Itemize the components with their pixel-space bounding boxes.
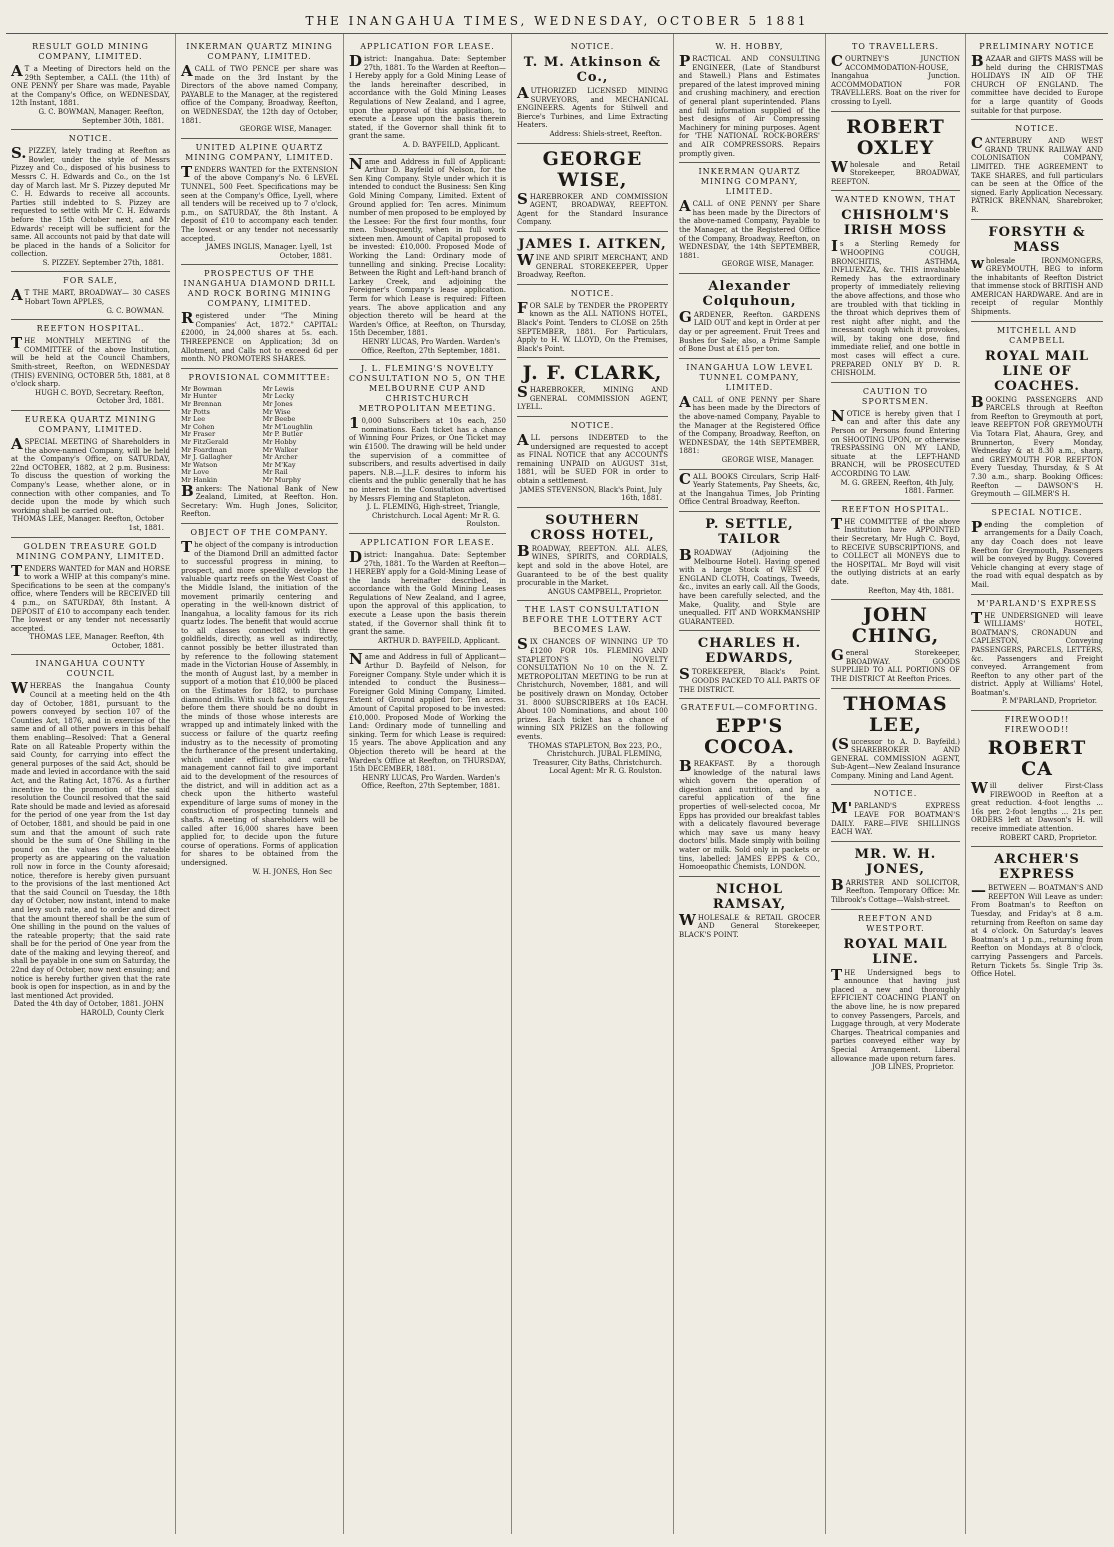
ad-heading: UNITED ALPINE QUARTZ MINING COMPANY, LIMITED. <box>185 142 334 162</box>
ad-heading: NOTICE. <box>570 42 615 51</box>
ad-title: CHARLES H. EDWARDS, <box>697 636 802 667</box>
ad-signature: J. L. FLEMING, High-street, Triangle, Christchurch. Local Agent: Mr R. G. Roulston. <box>366 503 500 529</box>
ad-body: Bankers: The National Bank of New Zealand, Limited, at Reefton. Hon. Secretary: Wm. Hugh Jones, Solicitor, Reefton. <box>181 481 338 519</box>
list-item: Mr Lecky <box>262 392 295 401</box>
advertisement <box>349 534 506 651</box>
list-item: Mr P. Butler <box>262 430 303 439</box>
ad-title: GEORGE WISE, <box>542 147 643 191</box>
ad-heading: FIREWOOD!! FIREWOOD!! <box>1004 715 1070 735</box>
advertisement <box>831 38 960 112</box>
ad-body: (Successor to A. D. Bayfeild.) SHAREBROKER AND GENERAL COMMISSION AGENT, Sub-Agent—New Zealand Insurance Company. Mining and Land Agent. <box>831 734 960 780</box>
ad-body: TENDERS WANTED for the EXTENSION of the above Company's No. 6 LEVEL TUNNEL, 500 Feet. Specifications may be seen at the Company's Office, Lyell, where all tenders will be received up to 7 o'clock, p.m., on SATURDAY, the 8th Instant. A deposit of £10 to accompany each tender. The lowest or any tender not necessarily accepted. <box>181 162 338 243</box>
ad-title: J. F. CLARK, <box>522 362 663 385</box>
ad-heading: WANTED KNOWN, THAT <box>834 195 957 205</box>
list-item: Mr J. Gallagher <box>181 453 233 462</box>
list-item: Mr Walker <box>262 445 298 454</box>
ad-heading: PROVISIONAL COMMITTEE: <box>188 372 331 382</box>
list-item: Mr Watson <box>181 460 218 469</box>
ad-body: BARRISTER AND SOLICITOR, Reefton. Temporary Office: Mr. Tilbrook's Cottage—Walsh-street. <box>831 875 960 905</box>
advertisement <box>517 508 668 602</box>
ad-signature: ROBERT CARD, Proprietor. <box>999 833 1097 842</box>
column-5 <box>674 34 826 1534</box>
advertisement <box>679 877 820 944</box>
ad-signature: A. D. BAYFEILD, Applicant. <box>402 140 500 149</box>
advertisement <box>831 600 960 688</box>
list-item: Mr Fraser <box>181 430 216 439</box>
advertisement <box>349 360 506 534</box>
list-item: Mr Lee <box>181 415 206 424</box>
columns <box>6 34 1108 1534</box>
advertisement <box>679 163 820 274</box>
ad-body: SHAREBROKER AND COMMISSION AGENT, BROADWAY, REEFTON. Agent for the Standard Insurance Company. <box>517 189 668 227</box>
ad-heading: NOTICE. <box>1015 124 1059 134</box>
ad-heading: NOTICE. <box>68 134 113 144</box>
ad-heading: PROSPECTUS OF THE INANGAHUA DIAMOND DRILL AND ROCK BORING MINING COMPANY, LIMITED. <box>183 269 336 309</box>
ad-body: SHAREBROKER, MINING AND GENERAL COMMISSION AGENT, LYELL. <box>517 383 668 412</box>
advertisement <box>11 538 170 656</box>
list-item: Mr Hunter <box>181 392 217 401</box>
ad-body: The object of the company is introduction of the Diamond Drill an admitted factor to successful progress in mining, to prospect, and more speedily develop the valuable quartz reefs on the West Coast of the Middle Island, the initiation of the movement primarily centering and operating in the well-known district of Inangahua, a locality famous for its rich quartz lodes. The benefit that would accrue to all classes connected with three goldfields, directly, as well as indirectly, cannot possibly be better illustrated than by reference to the following statement made in the Victorian House of Assembly, in the month of August last, by a member in support of a motion that £10,000 be placed on the Estimates for 1882, to purchase diamond drills. With such facts and figures before them there should be no doubt in the minds of those whose interests are wrapped up and intimately linked with the success or failure of the quartz reefing industry as to the necessity of promoting the furtherance of the present undertaking, which under efficient and careful management cannot fail to give important aid to the development of the resources of the district, and will in addition act as a check upon the hitherto wasteful expenditure of large sums of money in the construction of prospecting tunnels and shafts. A meeting of shareholders will be called after 16,000 shares have been applied for, to decide upon the future course of operations. Forms of application for shares to be obtained from the undersigned. <box>181 537 338 867</box>
ad-body: STOREKEEPER, Black's Point. GOODS PACKED TO ALL PARTS OF THE DISTRICT. <box>679 665 820 694</box>
ad-body: Name and Address in full of Applicant—Arthur D. Bayfeild of Nelson, for Foreigner Company. Style under which it is intended to conduct the Business—Foreigner Gold Mining Company, Limited. Extent of Ground applied for: Ten acres. Amount of Capital proposed to be invested: £10,000. Proposed Mode of Working the Land: Ordinary mode of tunnelling and sinking. Term for which Lease is required: 15 years. The above Application and any Objection thereto will be heard at the Warden's Office at Reefton, on THURSDAY, 15th DECEMBER, 1881. <box>349 650 506 774</box>
ad-signature: GEORGE WISE, Manager. <box>239 125 332 134</box>
ad-body: WHOLESALE & RETAIL GROCER AND General Storekeeper, BLACK'S POINT. <box>679 910 820 939</box>
advertisement <box>11 130 170 272</box>
advertisement <box>11 320 170 411</box>
list-item: Mr Bowman <box>181 384 222 393</box>
advertisement <box>679 470 820 512</box>
ad-signature: G. C. BOWMAN. <box>106 306 164 315</box>
list-item: Mr Potts <box>181 407 210 416</box>
ad-body: BREAKFAST. By a thorough knowledge of the natural laws which govern the operation of digestion and nutrition, and by a careful application of the fine properties of well-selected cocoa, Mr Epps has provided our breakfast tables with a delicately flavoured beverage which may save us many heavy doctors' bills. Made simply with boiling water or milk. Sold only in packets or tins, labelled: JAMES EPPS & CO., Homoeopathic Chemists, LONDON. <box>679 757 820 872</box>
ad-body: TENDERS WANTED for MAN and HORSE to work a WHIP at this company's mine. Specifications to be seen at the company's office, where Tenders will be RECEIVED till 4 p.m., on SATURDAY, 8th Instant. A DEPOSIT of £10 to accompany each tender. The lowest or any tender not necessarily accepted. <box>11 561 170 633</box>
ad-body: AUTHORIZED LICENSED MINING SURVEYORS, and MECHANICAL ENGINEERS. Agents for Stilwell and Bierce's Turbines, and Lime Extracting Heaters. <box>517 84 668 130</box>
ad-body: M'PARLAND'S EXPRESS LEAVE FOR BOATMAN'S DAILY. FARE—FIVE SHILLINGS EACH WAY. <box>831 799 960 837</box>
ad-title: FORSYTH & MASS <box>988 224 1086 255</box>
ad-signature: GEORGE WISE, Manager. <box>721 456 814 464</box>
ad-signature: HUGH C. BOYD, Secretary. Reefton, October 3rd, 1881. <box>35 388 164 406</box>
ad-heading: NOTICE. <box>873 789 918 799</box>
ad-body: AT THE MART, BROADWAY— 30 CASES Hobart Town APPLES, <box>11 286 170 307</box>
ad-title: JAMES I. AITKEN, <box>518 236 667 252</box>
ad-signature: W. H. JONES, Hon Sec <box>252 867 332 876</box>
advertisement <box>517 358 668 417</box>
ad-title: SOUTHERN CROSS HOTEL, <box>530 512 655 543</box>
ad-heading: CAUTION TO SPORTSMEN. <box>861 386 930 406</box>
ad-body: District: Inangahua. Date: September 27th, 1881. To the Warden at Reefton— I Hereby apply for a Gold Mining Lease of the lands hereinafter described, in accordance with the Gold Mining Leases Regulations of New Zealand, and I agree, upon the approval of this application, to execute a Lease upon the basis therein stated, if the Governor shall think fit to grant the same. <box>349 52 506 141</box>
ad-body: GARDENER, Reefton. GARDENS LAID OUT and kept in Order at per day or per agreement. Fruit Trees and Bushes for Sale; also, a Prime Sample of Bone Dust at £15 per ton. <box>679 307 820 354</box>
ad-heading: EUREKA QUARTZ MINING COMPANY, LIMITED. <box>24 415 157 434</box>
ad-heading: INKERMAN QUARTZ MINING COMPANY, LIMITED. <box>698 167 801 197</box>
ad-body: BROADWAY (Adjoining the Melbourne Hotel). Having opened with a large Stock of WEST OF ENGLAND CLOTH, Coatings, Tweeds, &c., invites an early call. All the Goods, have been carefully selected, and the Make, Quality, and Style are unequalled. FIT AND WORKMANSHIP GUARANTEED. <box>679 545 820 626</box>
ad-body: CALL BOOKS Circulars, Scrip Half-Yearly Statements, Pay Sheets, &c, at the Inangahua Times, Job Printing Office Central Broadway, Reefton. <box>679 469 820 507</box>
ad-heading: GRATEFUL—COMFORTING. <box>680 703 819 713</box>
ad-body: S.PIZZEY, lately trading at Reefton as Bowler, under the style of Messrs Pizzey and Co., disposed of his business to Messrs C. H. Edwards and Co., on the 1st day of March last. Mr S. Pizzey deputed Mr C. H. Edwards to receive all accounts. Parties still indebted to S. Pizzey are requested to settle with Mr C. H. Edwards before the 15th October next, and Mr Edwards' receipt will be sufficient for the same. All accounts not paid by that date will be placed in the hands of a Solicitor for collection. <box>11 144 170 259</box>
ad-body: PRACTICAL AND CONSULTING ENGINEER, (Late of Standburst and Stawell.) Plans and Estimates prepared of the latest improved mining and crushing machinery, and erection of general plant superintended. Plans and full information supplied of the best designs of Air Compressing Machinery for mining purposes. Agent for 'THE NATIONAL ROCK-BORERS' and AIR COMPRESSORS. Repairs promptly given. <box>679 52 820 158</box>
ad-heading: W. H. HOBBY, <box>715 42 784 51</box>
ad-body: wholesale IRONMONGERS, GREYMOUTH, BEG to inform the inhabitants of Reefton District that immense stock of BRITISH AND AMERICAN HARDWARE. And are in receipt of regular Monthly Shipments. <box>971 253 1103 317</box>
list-item: Mr Archer <box>262 453 298 462</box>
advertisement <box>517 417 668 508</box>
ad-body: Is a Sterling Remedy for WHOOPING COUGH, BRONCHITIS, ASTHMA, INFLUENZA, &c. THIS invaluable Remedy has the extraordinary property of immediately relieving the above affections, and those who are troubled with that tickling in the throat which deprives them of rest night after night, and the incessant cough which it provokes, will, by taking one dose, find immediate relief, and one bottle in most cases will effect a cure. PREPARED ONLY BY D. R. CHISHOLM. <box>831 237 960 378</box>
ad-heading: INANGAHUA COUNTY COUNCIL <box>35 659 146 679</box>
advertisement <box>181 524 338 880</box>
advertisement <box>349 155 506 361</box>
advertisement <box>679 359 820 470</box>
advertisement <box>11 411 170 538</box>
column-7 <box>966 34 1108 1534</box>
ad-body: —BETWEEN — BOATMAN'S AND REEFTON Will Leave as under: From Boatman's to Reefton on Tuesday, and Friday's at 8 a.m. returning from Reefton on same day at 4 o'clock. On Saturday's leaves Boatman's at 1 p.m., returning from Reefton on Mondays at 8 o'clock, carrying Passengers and Parcels. Return Tickets 5s. Single Trip 3s. Office Hotel. <box>971 881 1103 979</box>
ad-title: CHISHOLM'S IRISH MOSS <box>841 208 950 239</box>
advertisement <box>831 910 960 1076</box>
ad-body: BROADWAY, REEFTON. ALL ALES, WINES, SPIRITS, and CORDIALS, kept and sold in the above Hotel, are Guaranteed to be of the best quality procurable in the Market. <box>517 541 668 588</box>
ad-title: ROBERT OXLEY <box>846 115 945 159</box>
ad-title: T. M. Atkinson & Co., <box>523 55 662 85</box>
advertisement <box>831 842 960 910</box>
ad-signature: Dated the 4th day of October, 1881. JOHN HAROLD, County Clerk <box>13 1000 164 1018</box>
committee-list <box>181 386 338 485</box>
ad-heading: M'PARLAND'S EXPRESS <box>976 598 1098 608</box>
column-2 <box>176 34 344 1534</box>
advertisement <box>831 383 960 501</box>
ad-heading: REEFTON AND WESTPORT. <box>858 913 933 933</box>
ad-title: P. SETTLE, TAILOR <box>705 516 794 547</box>
ad-title: NICHOL RAMSAY, <box>712 881 787 912</box>
ad-body: FOR SALE by TENDER the PROPERTY known as the ALL NATIONS HOTEL, Black's Point. Tenders to CLOSE on 25th SEPTEMBER, 1881. For Particulars, Apply to H. W. LLOYD, On the Premises, Black's Point. <box>517 298 668 353</box>
advertisement <box>971 847 1103 983</box>
column-3 <box>344 34 512 1534</box>
ad-heading: REEFTON HOSPITAL. <box>841 504 950 514</box>
ad-title: ROYAL MAIL LINE. <box>843 936 948 967</box>
advertisement <box>517 144 668 232</box>
ad-signature: HENRY LUCAS, Pro Warden. Warden's Office, Reefton, 27th September, 1881. <box>361 773 500 791</box>
ad-body: COURTNEY'S JUNCTION ACCOMMODATION-HOUSE, Inangahua Junction. ACCOMMODATION FOR TRAVELLERS. Boat on the river for crossing to Lyell. <box>831 52 960 106</box>
advertisement <box>831 191 960 383</box>
advertisement <box>11 655 170 1021</box>
ad-body: Registered under "The Mining Companies' Act, 1872." CAPITAL: £2000, in 24,000 shares at 5s. each. THREEPENCE on Application; 3d on Allotment, and Calls not to exceed 6d per month. NO PROMOTERS SHARES. <box>181 309 338 364</box>
ad-title: MR. W. H. JONES, <box>854 846 937 877</box>
ad-signature: JAMES STEVENSON, Black's Point, July 16th, 1881. <box>519 485 662 503</box>
ad-body: ALL persons INDEBTED to the undersigned are requested to accept as FINAL NOTICE that any ACCOUNTS remaining UNPAID on AUGUST 31st, 1881, will be SUED FOR in order to obtain a settlement. <box>517 431 668 486</box>
ad-body: THE MONTHLY MEETING of the COMMITTEE of the above Institution, will be held at the Council Chambers, Smith-street, Reefton, on WEDNESDAY (THIS) EVENING, OCTOBER 5th, 1881, at 8 o'clock sharp. <box>11 334 170 389</box>
ad-signature: THOMAS STAPLETON, Box 223, P.O., Christchurch. JUBAL FLEMING, Treasurer, City Baths, Christchurch. Local Agent: Mr R. G. Roulston. <box>528 741 662 776</box>
ad-signature: GEORGE WISE, Manager. <box>721 260 814 269</box>
ad-body: 10,000 Subscribers at 10s each, 250 nominations. Each ticket has a chance of Winning Four Prizes, or One Ticket may win £1500. The drawing will be held under the supervision of a committee of subscribers, and results advertised in daily papers. N.B.—J.L.F. desires to inform his clients and the public generally that he has no interest in the Consultation advertised by Messrs Fleming and Stapleton. <box>349 414 506 503</box>
list-item: Mr Lewis <box>262 384 294 393</box>
ad-signature: Address: Shiels-street, Reefton. <box>549 129 662 138</box>
ad-heading: APPLICATION FOR LEASE. <box>360 42 495 51</box>
advertisement <box>517 285 668 359</box>
advertisement <box>831 501 960 600</box>
advertisement <box>349 38 506 155</box>
masthead: THE INANGAHUA TIMES, WEDNESDAY, OCTOBER 5 1881 <box>6 10 1108 34</box>
advertisement <box>181 38 338 139</box>
column-1 <box>6 34 176 1534</box>
ad-body: BOOKING PASSENGERS AND PARCELS through at Reefton from Reefton to Greymouth at port, leave REEFTON FOR GREYMOUTH Via Totara Flat, Ahaura, Grey, and Brunnerton, Every Monday, Wednesday & at 8.30 a.m., sharp, and GREYMOUTH FOR REEFTON Every Tuesday, Thursday, & S At 7.30 a.m., sharp. Booking Offices: Reefton — DAWSON'S H. Greymouth — GILMER'S H. <box>971 392 1103 499</box>
advertisement <box>971 711 1103 847</box>
list-item: Mr FitzGerald <box>181 438 229 446</box>
list-item: Mr Love <box>181 468 209 477</box>
ad-heading: APPLICATION FOR LEASE. <box>360 537 495 547</box>
ad-heading: OBJECT OF THE COMPANY. <box>190 527 329 537</box>
advertisement <box>181 139 338 266</box>
advertisement <box>679 512 820 631</box>
column-6 <box>826 34 966 1534</box>
ad-heading: MITCHELL AND CAMPBELL <box>997 325 1077 345</box>
advertisement <box>181 369 338 524</box>
advertisement <box>517 601 668 780</box>
ad-body: SIX CHANCES OF WINNING UP TO £1200 FOR 10s. FLEMING AND STAPLETON'S NOVELTY CONSULTATION No 10 on the N. Z. METROPOLITAN MEETING to be run at Christchurch, November, 1881, and will be positively drawn on Monday, October 31. 8000 SUBSCRIBERS at 10s EACH. About 100 Nominations, and about 100 prizes. Each ticket has a chance of winning SIX PRIZES on the following events. <box>517 635 668 741</box>
list-item: Mr Jones <box>262 400 293 409</box>
advertisement <box>971 120 1103 219</box>
ad-title: JOHN CHING, <box>851 604 940 648</box>
advertisement <box>181 265 338 369</box>
ad-signature: G. C. BOWMAN, Manager. Reefton, September 30th, 1881. <box>38 107 164 125</box>
ad-signature: HENRY LUCAS, Pro Warden. Warden's Office, Reefton, 27th September, 1881. <box>361 338 500 355</box>
ad-heading: INKERMAN QUARTZ MINING COMPANY, LIMITED. <box>186 42 333 61</box>
list-item: Mr Brennan <box>181 400 222 409</box>
list-item: Mr Wise <box>262 407 291 416</box>
ad-heading: PRELIMINARY NOTICE <box>979 42 1095 51</box>
ad-heading: THE LAST CONSULTATION BEFORE THE LOTTERY ACT BECOMES LAW. <box>522 605 663 635</box>
ad-signature: Reefton, May 4th, 1881. <box>868 586 954 595</box>
ad-body: Name and Address in full of Applicant: Arthur D. Bayfeild of Nelson, for the Sen King Company. Style under which it is intended to conduct the Business: Sen King Gold Mining Company, Limited. Extent of Ground applied for: Ten acres. Minimum number of men proposed to be employed by the Lessee: For the first four months, four men. Subsequently, when in full work sixteen men. Amount of Capital proposed to be invested: £10,000. Proposed Mode of Working the Land: Ordinary mode of tunnelling and sinking. Precise Locality: Between the Right and Left-hand branch of Larkey Creek, and adjoining the Foreigner's Company's lease application. Term for which Lease is required: Fifteen years. The above application and any objection thereto will be heard at the Warden's Office, at Reefton, on Thursday, 15th December, 1881. <box>349 154 506 338</box>
ad-body: ACALL of ONE PENNY per Share has been made by the Directors of the above-named Company, Payable to the Manager, at the Registered Office of the Company, Broadway, Reefton, on WEDNESDAY, the 14th SEPTEMBER, 1881. <box>679 197 820 260</box>
ad-body: THE UNDERSIGNED will leave WILLIAMS' HOTEL, BOATMAN'S, CRONADUN and CAPLESTON, Conveying PASSENGERS, PARCELS, LETTERS, &c. Passengers and Freight conveyed. Arrangement from Reefton to any other part of the district. Apply at Williams' Hotel, Boatman's. <box>971 608 1103 697</box>
ad-signature: P. M'PARLAND, Proprietor. <box>1001 697 1097 706</box>
ad-body: THE COMMITTEE of the above Institution have APPOINTED their Secretary, Mr Hugh C. Boyd, to RECEIVE SUBSCRIPTIONS, and to COLLECT all MONEYS due to the HOSPITAL. Mr Boyd will visit the outlying districts at an early date. <box>831 514 960 586</box>
ad-title: ROBERT CA <box>987 737 1087 781</box>
ad-heading: NOTICE. <box>570 421 615 431</box>
advertisement <box>517 232 668 285</box>
list-item: Mr Rail <box>262 468 288 477</box>
list-item: Mr Murphy <box>262 475 301 484</box>
advertisement <box>971 504 1103 595</box>
ad-signature: M. G. GREEN, Reefton, 4th July, 1881. Farmer. <box>840 478 954 496</box>
advertisement <box>679 699 820 877</box>
ad-signature: S. PIZZEY. September 27th, 1881. <box>42 258 164 267</box>
ad-body: ACALL of TWO PENCE per share was made on the 3rd Instant by the Directors of the above named Company, PAYABLE to the Manager, at the registered office of the Company, Broadway, Reefton, on WEDNESDAY, the 12th day of October, 1881. <box>181 62 338 125</box>
ad-body: Wholesale and Retail Storekeeper, BROADWAY, REEFTON. <box>831 157 960 186</box>
ad-title: THOMAS LEE, <box>843 692 948 736</box>
ad-signature: JAMES INGLIS, Manager. Lyell, 1st October, 1881. <box>205 243 332 260</box>
list-item: Mr Beebe <box>262 415 296 424</box>
ad-body: ASPECIAL MEETING of Shareholders in the above-named Company, will be held at the Company's Office, on SATURDAY, 22nd OCTOBER, 1882, at 2 p.m. Business: To discuss the question of working the Company's Lease, whether alone, or in connection with other companies, and To decide upon the mode by which such working shall be carried out. <box>11 435 170 515</box>
ad-signature: ANGUS CAMPBELL, Proprietor. <box>547 587 662 596</box>
ad-title: Alexander Colquhoun, <box>702 278 797 309</box>
advertisement <box>971 220 1103 322</box>
advertisement <box>349 650 506 795</box>
ad-heading: FOR SALE, <box>63 276 118 286</box>
advertisement <box>971 38 1103 120</box>
ad-body: NOTICE is hereby given that I can and after this date any Person or Persons found Entering on SHOOTING UPON, or otherwise TRESPASSING ON MY LAND, situate at the LEFT-HAND BRANCH, will be PROSECUTED ACCORDING TO LAW. <box>831 406 960 478</box>
ad-signature: THOMAS LEE, Manager. Reefton, October 1st, 1881. <box>12 515 164 532</box>
ad-heading: TO TRAVELLERS. <box>851 42 940 51</box>
ad-body: Pending the completion of arrangements for a Daily Coach, any day Coach does not leave Reefton for Greymouth, Passengers will be conveyed by Buggy. Covered Vehicle changing at every stage of the road with equal despatch as by Mail. <box>971 517 1103 589</box>
ad-body: CANTERBURY AND WEST GRAND TRUNK RAILWAY AND COLONISATION COMPANY, LIMITED. THE AGREEMENT to TAKE SHARES, and full particulars can be seen at the Office of the signed. Early Application Necessary. PATRICK BRENNAN, Sharebroker, R. <box>971 134 1103 214</box>
advertisement <box>11 272 170 320</box>
ad-body: BAZAAR and GIFTS MASS will be held during the CHRISTMAS HOLIDAYS IN AID OF THE CHURCH OF ENGLAND. The committee have decided to Europe for a large quantity of Goods suitable for that purpose. <box>971 52 1103 115</box>
ad-heading: GOLDEN TREASURE GOLD MINING COMPANY, LIMITED. <box>16 541 165 561</box>
ad-body: Will deliver First-Class FIREWOOD in Reefton at a great reduction. 4-foot lengths ... 16s per. 2-foot lengths ... 21s per. ORDERS left at Dawson's H. will receive immediate attention. <box>971 779 1103 834</box>
ad-heading: SPECIAL NOTICE. <box>991 507 1083 517</box>
advertisement <box>11 38 170 130</box>
ad-heading: RESULT GOLD MINING COMPANY, LIMITED. <box>32 42 149 61</box>
list-item: Mr Foardman <box>181 445 227 454</box>
ad-body: THE Undersigned begs to announce that having just placed a new and thoroughly EFFICIENT COACHING PLANT on the above line, he is now prepared to convey Passengers, Parcels, and Luggage through, at very Moderate Charges. Theatrical companies and parties conveyed either way by Special Arrangement. Liberal allowance made upon return fares. <box>831 965 960 1063</box>
advertisement <box>831 689 960 786</box>
ad-title: ARCHER'S EXPRESS <box>994 852 1080 883</box>
advertisement <box>971 322 1103 504</box>
advertisement <box>971 595 1103 712</box>
list-item: Mr Hobby <box>262 438 297 446</box>
list-item: Mr Hankin <box>181 475 218 484</box>
list-item: Mr Cohen <box>181 422 215 431</box>
ad-signature: THOMAS LEE, Manager. Reefton, 4th October, 1881. <box>29 633 164 650</box>
ad-signature: ARTHUR D. BAYFEILD, Applicant. <box>377 636 500 645</box>
advertisement <box>831 785 960 841</box>
ad-heading: J. L. FLEMING'S NOVELTY CONSULTATION NO 5, ON THE MELBOURNE CUP AND CHRISTCHURCH METROPOLITAN MEETING. <box>349 364 506 414</box>
advertisement <box>679 38 820 163</box>
ad-heading: REEFTON HOSPITAL. <box>36 324 145 334</box>
list-item: Mr M'Loughlin <box>262 422 313 431</box>
list-item: Mr M'Kay <box>262 460 296 469</box>
ad-body: WHEREAS the Inangahua County Council at a meeting held on the 4th day of October, 1881, pursuant to the powers conveyed by section 107 of the Counties Act, 1876, and in exercise of the same and of all other powers in this behalf them enabling—Resolved: That a General Rate on all Rateable Property within the said County, for carrying into effect the general purposes of the said Act, should be made and levied in accordance with the said Act, and the Rating Act, 1876. As a further incentive to the promotion of the said resolution the Council resolved that the said Rate should be made and levied as aforesaid for the period of one year from the 1st day of October, 1881, and should be paid in one sum and that the amount of such rate should be the sum of One Shilling in the pound on the values of the rateable property as are appearing on the valuation roll now in force in the County aforesaid; notice, therefore is hereby given pursuant to the provisions of the last mentioned Act that the said Council on Tuesday, the 18th day of October, now instant, intend to make and levy such rate, and to order and direct that the amount thereof shall be the sum of One shilling in the pound on the values of the rateable property; that the said rate shall be for the period of One year from the date of the making and levying thereof, and shall be payable in one sum on Saturday, the 22nd day of October, now next ensuing; and notice is hereby further given that the rate book is open for inspection, as in and by the last mentioned Act provided. <box>11 679 170 1000</box>
ad-body: ACALL of ONE PENNY per Share has been made by the Directors of the above-named Company, Payable to the Manager at the Registered Office of the Company, Broadway, Reefton, on WEDNESDAY, the 14th SEPTEMBER, 1881: <box>679 392 820 456</box>
ad-body: AT a Meeting of Directors held on the 29th September, a CALL (the 11th) of ONE PENNY per Share was made, Payable at the Company's Office, on WEDNESDAY, 12th Instant, 1881. <box>11 62 170 108</box>
ad-title: ROYAL MAIL LINE OF COACHES. <box>984 348 1090 394</box>
ad-body: WINE AND SPIRIT MERCHANT, AND GENERAL STOREKEEPER, Upper Broadway, Reefton. <box>517 250 668 280</box>
advertisement <box>679 631 820 699</box>
advertisement <box>831 112 960 192</box>
ad-body: General Storekeeper, BROADWAY. GOODS SUPPLIED TO ALL PORTIONS OF THE DISTRICT At Reefton Prices. <box>831 646 960 683</box>
column-4 <box>512 34 674 1534</box>
ad-title: EPP'S COCOA. <box>704 715 795 759</box>
advertisement <box>517 38 668 144</box>
ad-heading: NOTICE. <box>570 288 615 298</box>
ad-body: District: Inangahua. Date: September 27th, 1881. To the Warden at Reefton— I HEREBY apply for a Gold-Mining Lease of the lands hereinafter described, in accordance with the Gold Mining Leases Regulations of New Zealand, and I agree, upon the approval of this application, to execute a Lease upon the basis therein stated, if the Governor shall think fit to grant the same. <box>349 547 506 637</box>
ad-heading: INANGAHUA LOW LEVEL TUNNEL COMPANY, LIMITED. <box>686 362 813 392</box>
ad-signature: JOB LINES, Proprietor. <box>872 1063 954 1072</box>
advertisement <box>679 274 820 359</box>
